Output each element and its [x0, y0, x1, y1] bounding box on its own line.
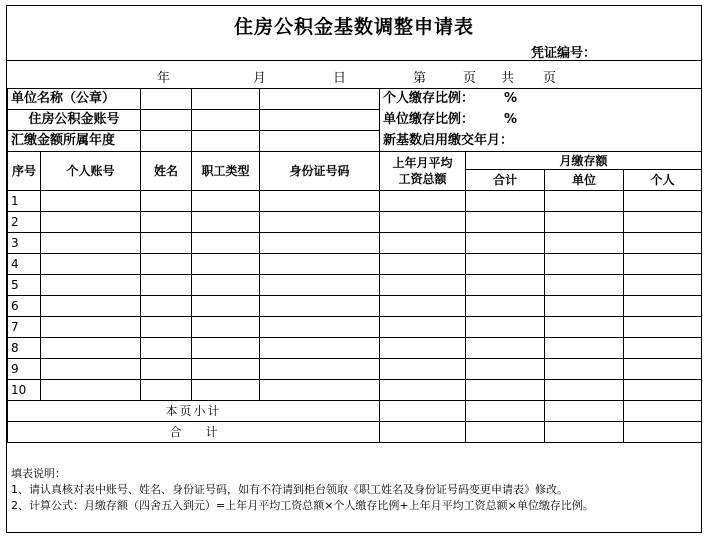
personal-ratio-unit: %: [504, 91, 518, 107]
grand-total-avg-wage[interactable]: [380, 422, 466, 443]
cell-deposit-personal[interactable]: [624, 191, 702, 212]
cell-deposit-total[interactable]: [466, 380, 545, 401]
cell-avg-wage[interactable]: [380, 338, 466, 359]
cell-deposit-personal[interactable]: [624, 296, 702, 317]
form-title: 住房公积金基数调整申请表: [233, 16, 474, 38]
personal-ratio: [380, 89, 702, 110]
cell-deposit-total[interactable]: [466, 254, 545, 275]
instructions-line-1: 1、请认真核对表中账号、姓名、身份证号码，如有不符请到柜台领取《职工姓名及身份证号码变更申请表》修改。: [11, 483, 568, 496]
table-row: [8, 254, 702, 275]
cell-staff-type[interactable]: [192, 296, 260, 317]
cell-deposit-unit[interactable]: [545, 191, 624, 212]
new-base-label: 新基数启用缴交年月：: [380, 131, 702, 152]
instructions: [11, 466, 594, 514]
employee-table: [7, 88, 702, 443]
grand-total-row: [8, 422, 702, 443]
cell-deposit-personal[interactable]: [624, 212, 702, 233]
instructions-heading: 填表说明：: [11, 467, 66, 480]
table-row: [8, 275, 702, 296]
personal-ratio-label: 个人缴存比例：: [383, 91, 475, 107]
cell-id-number[interactable]: [260, 296, 380, 317]
cell-id-number[interactable]: [260, 191, 380, 212]
row-seq: 7: [8, 317, 41, 338]
table-row: [8, 212, 702, 233]
table-row: [8, 359, 702, 380]
cell-deposit-unit[interactable]: [545, 212, 624, 233]
unit-name-label: 单位名称（公章）: [8, 89, 141, 110]
header-avg-wage-line2: 工资总额: [398, 172, 447, 186]
header-seq: 序号: [8, 152, 41, 191]
cell-personal-account[interactable]: [41, 254, 141, 275]
header-row-1: [8, 152, 702, 170]
cell-avg-wage[interactable]: [380, 254, 466, 275]
date-line: [7, 60, 701, 89]
row-seq: 5: [8, 275, 41, 296]
cell-deposit-total[interactable]: [466, 212, 545, 233]
cell-staff-type[interactable]: [192, 212, 260, 233]
cell-personal-account[interactable]: [41, 317, 141, 338]
grand-total-total[interactable]: [466, 422, 545, 443]
cell-deposit-personal[interactable]: [624, 233, 702, 254]
account-field-b[interactable]: [192, 110, 260, 131]
cell-deposit-unit[interactable]: [545, 317, 624, 338]
year-field-c[interactable]: [260, 131, 380, 152]
cell-avg-wage[interactable]: [380, 380, 466, 401]
cell-name[interactable]: [141, 359, 192, 380]
unit-ratio-unit: %: [504, 112, 518, 127]
cell-id-number[interactable]: [260, 233, 380, 254]
subtotal-total[interactable]: [466, 401, 545, 422]
cell-deposit-total[interactable]: [466, 359, 545, 380]
row-seq: 2: [8, 212, 41, 233]
unit-name-field-a[interactable]: [141, 89, 192, 110]
account-label: 住房公积金账号: [8, 110, 141, 131]
year-label-cell: 汇缴金额所属年度: [8, 131, 141, 152]
cell-deposit-total[interactable]: [466, 275, 545, 296]
cell-deposit-total[interactable]: [466, 296, 545, 317]
cell-deposit-total[interactable]: [466, 191, 545, 212]
cell-deposit-personal[interactable]: [624, 254, 702, 275]
header-personal-account: 个人账号: [41, 152, 141, 191]
cell-id-number[interactable]: [260, 254, 380, 275]
header-total: 合计: [466, 170, 545, 191]
account-field-a[interactable]: [141, 110, 192, 131]
year-field-b[interactable]: [192, 131, 260, 152]
cell-staff-type[interactable]: [192, 254, 260, 275]
cell-staff-type[interactable]: [192, 191, 260, 212]
cell-staff-type[interactable]: [192, 380, 260, 401]
cell-deposit-personal[interactable]: [624, 359, 702, 380]
cell-id-number[interactable]: [260, 212, 380, 233]
cell-id-number[interactable]: [260, 317, 380, 338]
cell-deposit-unit[interactable]: [545, 233, 624, 254]
cell-deposit-personal[interactable]: [624, 338, 702, 359]
cell-avg-wage[interactable]: [380, 359, 466, 380]
unit-ratio: [380, 110, 702, 131]
row-seq: 3: [8, 233, 41, 254]
year-label: 年: [157, 71, 171, 86]
total-pages-unit-label: 页: [543, 71, 557, 86]
header-monthly-deposit: 月缴存额: [466, 152, 702, 170]
cell-personal-account[interactable]: [41, 296, 141, 317]
page-subtotal-label: 本页小计: [8, 401, 380, 422]
table-row: [8, 338, 702, 359]
info-row-account: [8, 110, 702, 131]
subtotal-avg-wage[interactable]: [380, 401, 466, 422]
row-seq: 6: [8, 296, 41, 317]
cell-avg-wage[interactable]: [380, 191, 466, 212]
application-form: [6, 5, 702, 533]
row-seq: 10: [8, 380, 41, 401]
account-field-c[interactable]: [260, 110, 380, 131]
cell-deposit-personal[interactable]: [624, 317, 702, 338]
cell-deposit-unit[interactable]: [545, 275, 624, 296]
cell-staff-type[interactable]: [192, 317, 260, 338]
month-label: 月: [253, 71, 267, 86]
cell-personal-account[interactable]: [41, 380, 141, 401]
cell-deposit-personal[interactable]: [624, 380, 702, 401]
cell-staff-type[interactable]: [192, 233, 260, 254]
cell-personal-account[interactable]: [41, 275, 141, 296]
cell-personal-account[interactable]: [41, 212, 141, 233]
unit-name-field-c[interactable]: [260, 89, 380, 110]
cell-deposit-unit[interactable]: [545, 380, 624, 401]
total-pages-label: 共: [501, 71, 515, 86]
voucher-number-label: 凭证编号：: [531, 46, 597, 61]
row-seq: 8: [8, 338, 41, 359]
table-row: [8, 317, 702, 338]
cell-deposit-unit[interactable]: [545, 338, 624, 359]
cell-name[interactable]: [141, 275, 192, 296]
row-seq: 9: [8, 359, 41, 380]
subtotal-unit[interactable]: [545, 401, 624, 422]
cell-name[interactable]: [141, 317, 192, 338]
cell-personal-account[interactable]: [41, 338, 141, 359]
table-row: [8, 233, 702, 254]
header-personal: 个人: [624, 170, 702, 191]
cell-deposit-total[interactable]: [466, 233, 545, 254]
page-unit-label: 页: [463, 71, 477, 86]
grand-total-label: 合 计: [8, 422, 380, 443]
row-seq: 4: [8, 254, 41, 275]
unit-name-field-b[interactable]: [192, 89, 260, 110]
cell-deposit-unit[interactable]: [545, 254, 624, 275]
cell-name[interactable]: [141, 380, 192, 401]
instructions-line-2: 2、计算公式：月缴存额（四舍五入到元）=上年月平均工资总额×个人缴存比例+上年月平均工资总额×单位缴存比例。: [11, 499, 594, 512]
unit-ratio-label: 单位缴存比例：: [383, 112, 475, 127]
cell-avg-wage[interactable]: [380, 212, 466, 233]
info-row-year: [8, 131, 702, 152]
row-seq: 1: [8, 191, 41, 212]
cell-staff-type[interactable]: [192, 338, 260, 359]
info-row-unit-name: [8, 89, 702, 110]
cell-personal-account[interactable]: [41, 359, 141, 380]
cell-id-number[interactable]: [260, 275, 380, 296]
data-rows: [8, 191, 702, 401]
cell-avg-wage[interactable]: [380, 317, 466, 338]
cell-deposit-personal[interactable]: [624, 275, 702, 296]
grand-total-personal[interactable]: [624, 422, 702, 443]
cell-id-number[interactable]: [260, 338, 380, 359]
grand-total-unit[interactable]: [545, 422, 624, 443]
table-row: [8, 380, 702, 401]
day-label: 日: [333, 71, 347, 86]
cell-deposit-total[interactable]: [466, 317, 545, 338]
cell-deposit-total[interactable]: [466, 338, 545, 359]
cell-id-number[interactable]: [260, 380, 380, 401]
cell-personal-account[interactable]: [41, 233, 141, 254]
header-avg-wage-line1: 上年月平均: [392, 156, 453, 170]
header-staff-type: 职工类型: [192, 152, 260, 191]
cell-name[interactable]: [141, 212, 192, 233]
cell-staff-type[interactable]: [192, 359, 260, 380]
cell-avg-wage[interactable]: [380, 233, 466, 254]
cell-name[interactable]: [141, 338, 192, 359]
cell-deposit-unit[interactable]: [545, 359, 624, 380]
cell-avg-wage[interactable]: [380, 275, 466, 296]
cell-name[interactable]: [141, 233, 192, 254]
table-row: [8, 296, 702, 317]
cell-avg-wage[interactable]: [380, 296, 466, 317]
header-name: 姓名: [141, 152, 192, 191]
cell-name[interactable]: [141, 296, 192, 317]
cell-deposit-unit[interactable]: [545, 296, 624, 317]
cell-name[interactable]: [141, 254, 192, 275]
year-field-a[interactable]: [141, 131, 192, 152]
page-label: 第: [413, 71, 427, 86]
subtotal-personal[interactable]: [624, 401, 702, 422]
subtotal-row: [8, 401, 702, 422]
cell-staff-type[interactable]: [192, 275, 260, 296]
table-row: [8, 191, 702, 212]
header-id-number: 身份证号码: [260, 152, 380, 191]
cell-personal-account[interactable]: [41, 191, 141, 212]
header-avg-wage: [380, 152, 466, 191]
cell-id-number[interactable]: [260, 359, 380, 380]
header-unit: 单位: [545, 170, 624, 191]
cell-name[interactable]: [141, 191, 192, 212]
